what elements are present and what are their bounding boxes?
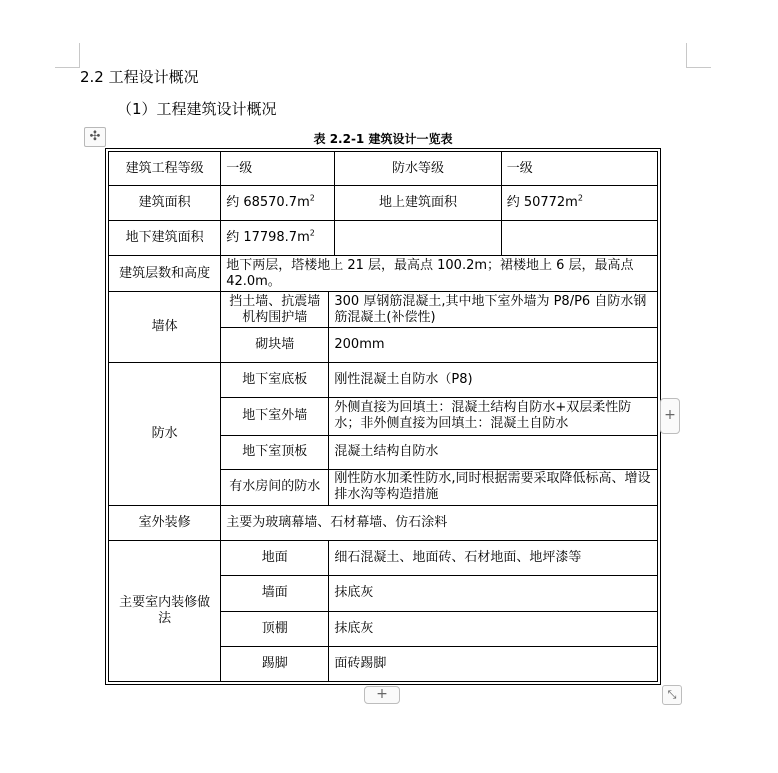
cell-area-value[interactable] [221, 186, 335, 221]
cell-wall-sub2-value[interactable]: 200mm [329, 328, 658, 363]
add-column-button[interactable]: + [660, 398, 680, 434]
cell-wp-outer-value[interactable]: 外侧直接为回填土：混凝土结构自防水+双层柔性防水；非外侧直接为回填土：混凝土自防水 [329, 398, 658, 435]
cell-interior-label[interactable]: 主要室内装修做法 [109, 540, 221, 681]
table-row [109, 221, 658, 256]
below-area-unit-superscript: 2 [309, 228, 315, 238]
cell-exterior-value[interactable]: 主要为玻璃幕墙、石材幕墙、仿石涂料 [221, 505, 658, 540]
cell-floors-label[interactable]: 建筑层数和高度 [109, 256, 221, 292]
cell-empty[interactable] [335, 221, 501, 256]
cell-exterior-label[interactable]: 室外装修 [109, 505, 221, 540]
table-row [109, 186, 658, 221]
table-row [109, 292, 658, 328]
above-area-value-text: 约 50772m [506, 195, 578, 211]
table-row [109, 152, 658, 186]
cell-wp-wet-value[interactable]: 刚性防水加柔性防水,同时根据需要采取降低标高、增设排水沟等构造措施 [329, 469, 658, 505]
table-caption: 表 2.2-1 建筑设计一览表 [313, 132, 453, 146]
table-move-icon[interactable]: ✣ [84, 127, 106, 147]
cell-below-area-label[interactable]: 地下建筑面积 [109, 221, 221, 256]
cell-wall-sub1-label[interactable]: 挡土墙、抗震墙机构围护墙 [221, 292, 329, 328]
section-heading: 2.2 工程设计概况 [80, 68, 199, 86]
table-row [109, 505, 658, 540]
cell-wp-roof-value[interactable]: 混凝土结构自防水 [329, 435, 658, 469]
cell-below-area-value[interactable] [221, 221, 335, 256]
cell-wp-floor-value[interactable]: 刚性混凝土自防水（P8) [329, 363, 658, 398]
below-area-value-text: 约 17798.7m [226, 230, 310, 246]
table-row [109, 256, 658, 292]
cell-int-skirting-value[interactable]: 面砖踢脚 [329, 646, 658, 681]
table-row [109, 540, 658, 575]
cell-grade-value[interactable]: 一级 [221, 152, 335, 186]
cell-waterproof-grade-label[interactable]: 防水等级 [335, 152, 501, 186]
cell-int-wall-label[interactable]: 墙面 [221, 575, 329, 611]
cell-waterproof-grade-value[interactable]: 一级 [501, 152, 657, 186]
cell-wp-roof-label[interactable]: 地下室顶板 [221, 435, 329, 469]
cell-wall-label[interactable]: 墙体 [109, 292, 221, 363]
cell-empty[interactable] [501, 221, 657, 256]
table-resize-icon[interactable]: ⤡ [662, 685, 682, 705]
cell-grade-label[interactable]: 建筑工程等级 [109, 152, 221, 186]
cell-wp-outer-label[interactable]: 地下室外墙 [221, 398, 329, 435]
margin-corner-top-left [55, 43, 80, 68]
cell-above-area-label[interactable]: 地上建筑面积 [335, 186, 501, 221]
cell-above-area-value[interactable] [501, 186, 657, 221]
cell-waterproof-label[interactable]: 防水 [109, 363, 221, 505]
margin-corner-top-right [686, 43, 711, 68]
area-value-text: 约 68570.7m [226, 195, 310, 211]
cell-wp-wet-label[interactable]: 有水房间的防水 [221, 469, 329, 505]
cell-int-ground-label[interactable]: 地面 [221, 540, 329, 575]
cell-area-label[interactable]: 建筑面积 [109, 186, 221, 221]
cell-int-ceiling-value[interactable]: 抹底灰 [329, 611, 658, 646]
add-row-button[interactable]: + [364, 686, 400, 704]
subsection-heading: （1）工程建筑设计概况 [117, 100, 277, 118]
cell-floors-value[interactable]: 地下两层，塔楼地上 21 层，最高点 100.2m；裙楼地上 6 层，最高点 42.0m。 [221, 256, 658, 292]
table-row [109, 363, 658, 398]
cell-int-skirting-label[interactable]: 踢脚 [221, 646, 329, 681]
cell-wall-sub2-label[interactable]: 砌块墙 [221, 328, 329, 363]
design-table [105, 148, 661, 685]
above-area-unit-superscript: 2 [577, 193, 583, 203]
area-unit-superscript: 2 [309, 193, 315, 203]
cell-int-ceiling-label[interactable]: 顶棚 [221, 611, 329, 646]
cell-wp-floor-label[interactable]: 地下室底板 [221, 363, 329, 398]
cell-int-ground-value[interactable]: 细石混凝土、地面砖、石材地面、地坪漆等 [329, 540, 658, 575]
cell-int-wall-value[interactable]: 抹底灰 [329, 575, 658, 611]
cell-wall-sub1-value[interactable]: 300 厚钢筋混凝土,其中地下室外墙为 P8/P6 自防水钢筋混凝土(补偿性) [329, 292, 658, 328]
